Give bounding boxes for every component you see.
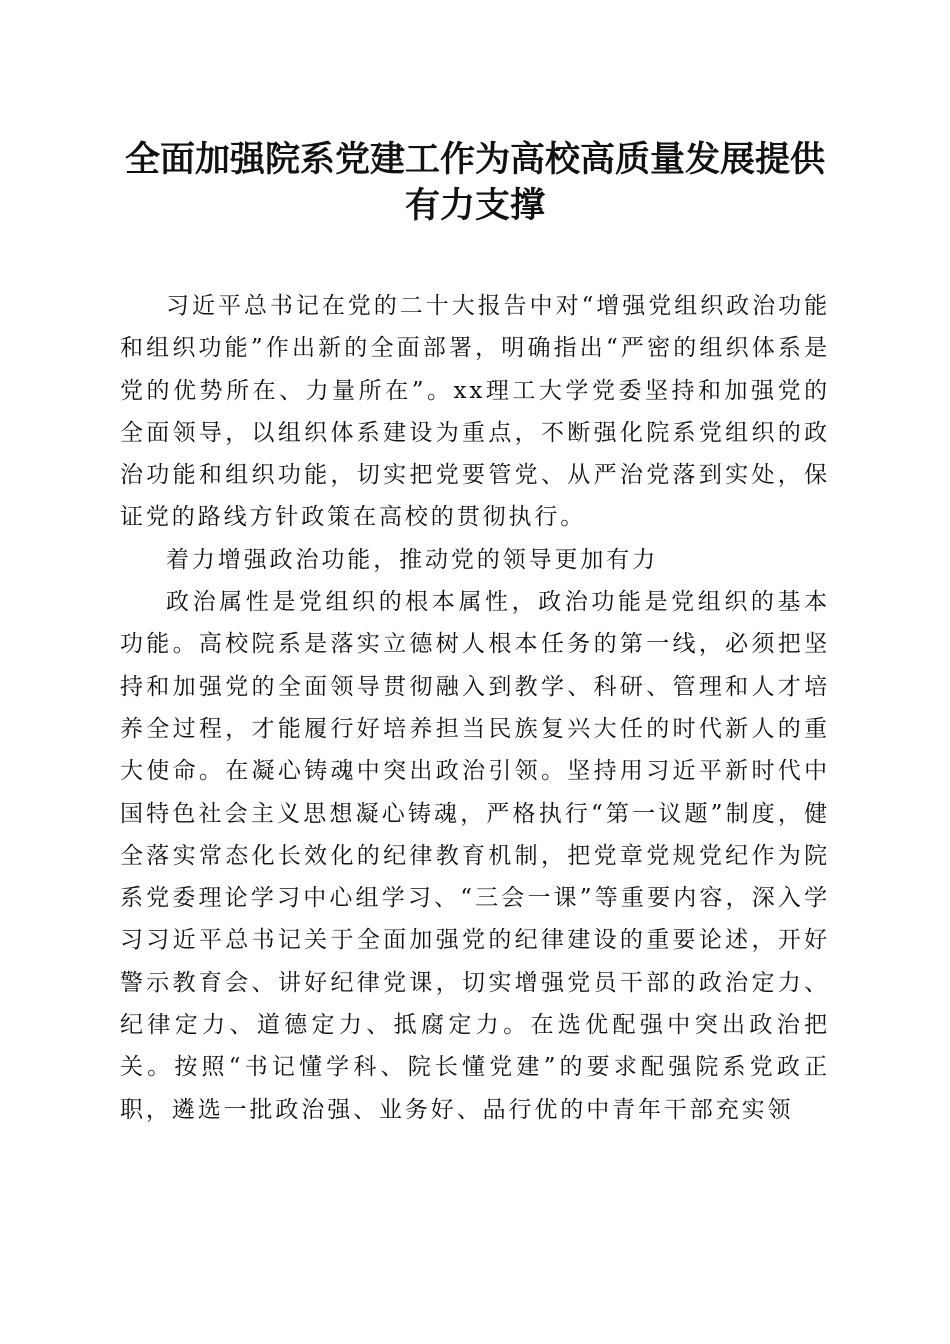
section-heading: 着力增强政治功能，推动党的领导更加有力 (166, 546, 659, 573)
paragraph-intro: 习近平总书记在党的二十大报告中对“增强党组织政治功能和组织功能”作出新的全面部署，明确指出“严密的组织体系是党的优势所在、力量所在”。xx理工大学党委坚持和加强党的全面领导，以组织体系建设为重点，不断强化院系党组织的政治功能和组织功能，切实把党要管党、从严治党落到实处，保证党的路线方针政策在高校的贯彻执行。 (120, 293, 830, 531)
document-title (120, 0, 830, 229)
title-line-2: 有力支撑 (404, 185, 545, 226)
paragraph-political-function: 政治属性是党组织的根本属性，政治功能是党组织的基本功能。高校院系是落实立德树人根本任务的第一线，必须把坚持和加强党的全面领导贯彻融入到教学、科研、管理和人才培养全过程，才能履行好培养担当民族复兴大任的时代新人的重大使命。在凝心铸魂中突出政治引领。坚持用习近平新时代中国特色社会主义思想凝心铸魂，严格执行“第一议题”制度，健全落实常态化长效化的纪律教育机制，把党章党规党纪作为院系党委理论学习中心组学习、“三会一课”等重要内容，深入学习习近平总书记关于全面加强党的纪律建设的重要论述，开好警示教育会、讲好纪律党课，切实增强党员干部的政治定力、纪律定力、道德定力、抵腐定力。在选优配强中突出政治把关。按照“书记懂学科、院长懂党建”的要求配强院系党政正职，遴选一批政治强、业务好、品行优的中青年干部充实领 (120, 589, 830, 1123)
title-line-1: 全面加强院系党建工作为高校高质量发展提供 (124, 139, 825, 180)
document-body (120, 285, 830, 1131)
